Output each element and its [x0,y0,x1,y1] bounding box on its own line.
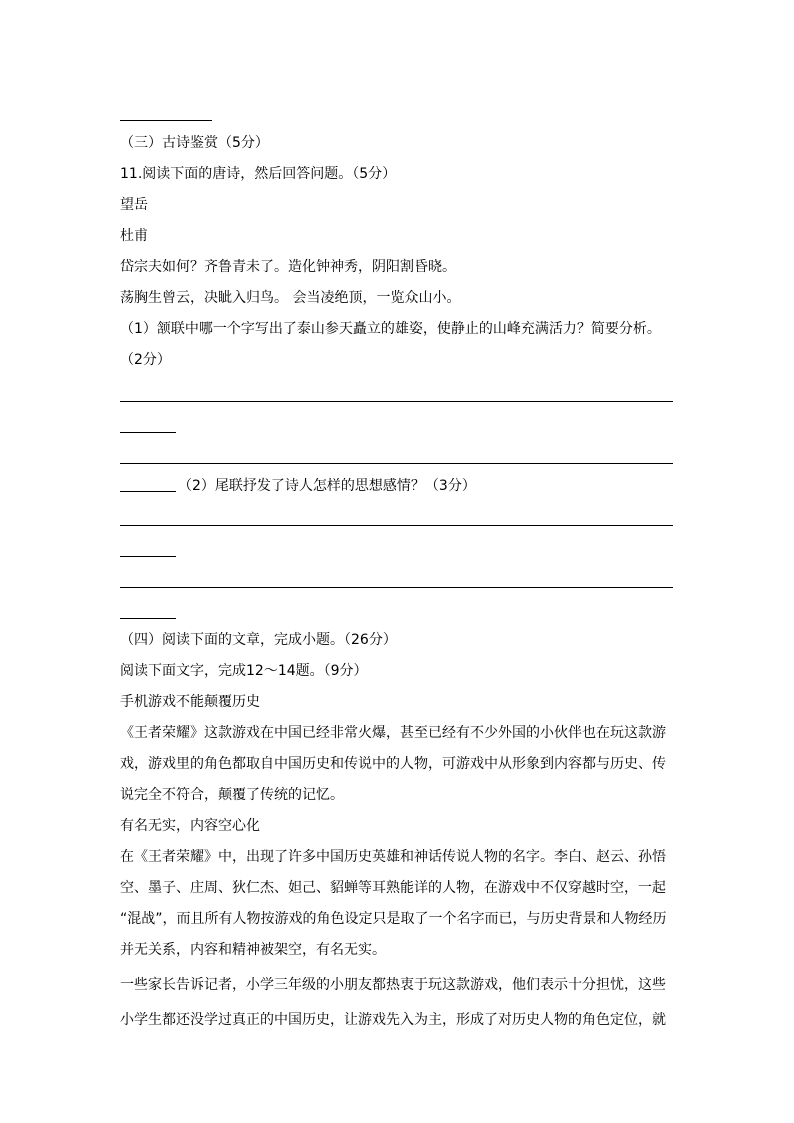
answer-line[interactable] [120,556,176,557]
answer-blank[interactable] [120,477,176,492]
poem-title: 望岳 [120,197,148,213]
answer-line[interactable] [120,463,673,464]
paragraph-line: 戏，游戏里的角色都取自中国历史和传说中的人物，可游戏中从形象到内容都与历史、传 [120,756,666,772]
sub-question-1: （1）颔联中哪一个字写出了泰山参天矗立的雄姿，使静止的山峰充满活力？简要分析。 [120,321,661,337]
answer-line[interactable] [120,401,673,402]
paragraph-line: 小学生都还没学过真正的中国历史，让游戏先入为主，形成了对历史人物的角色定位，就 [120,1012,666,1028]
poem-line: 荡胸生曾云，决眦入归鸟。 会当凌绝顶，一览众山小。 [120,290,461,306]
article-subheading: 有名无实，内容空心化 [120,818,260,834]
instruction: 阅读下面文字，完成12～14题。（9分） [120,663,368,679]
sub-question-2: （2）尾联抒发了诗人怎样的思想感情？（3分） [178,478,476,494]
article-title: 手机游戏不能颠覆历史 [120,694,260,710]
paragraph-line: 空、墨子、庄周、狄仁杰、妲己、貂蝉等耳熟能详的人物，在游戏中不仅穿越时空，一起 [120,880,666,896]
answer-line[interactable] [120,432,176,433]
sub-question-1-score: （2分） [120,352,171,368]
section-heading: （四）阅读下面的文章，完成小题。（26分） [120,632,397,648]
paragraph-line: 在《王者荣耀》中，出现了许多中国历史英雄和神话传说人物的名字。李白、赵云、孙悟 [120,849,666,865]
sub-question-2-row [120,476,476,496]
answer-line[interactable] [120,618,176,619]
paragraph-line: 说完全不符合，颠覆了传统的记忆。 [120,787,344,803]
answer-line[interactable] [120,587,673,588]
paragraph-line: 《王者荣耀》这款游戏在中国已经非常火爆，甚至已经有不少外国的小伙伴也在玩这款游 [120,725,666,741]
poem-line: 岱宗夫如何？齐鲁青未了。造化钟神秀，阴阳割昏晓。 [120,259,456,275]
question-prompt: 11.阅读下面的唐诗，然后回答问题。（5分） [120,166,397,182]
poem-author: 杜甫 [120,228,148,244]
answer-line[interactable] [120,525,673,526]
answer-line [120,120,212,121]
paragraph-line: 并无关系，内容和精神被架空，有名无实。 [120,942,386,958]
paragraph-line: “混战”，而且所有人物按游戏的角色设定只是取了一个名字而已，与历史背景和人物经历 [120,911,667,927]
section-heading: （三）古诗鉴赏（5分） [120,135,269,151]
paragraph-line: 一些家长告诉记者，小学三年级的小朋友都热衷于玩这款游戏，他们表示十分担忧，这些 [120,977,666,993]
